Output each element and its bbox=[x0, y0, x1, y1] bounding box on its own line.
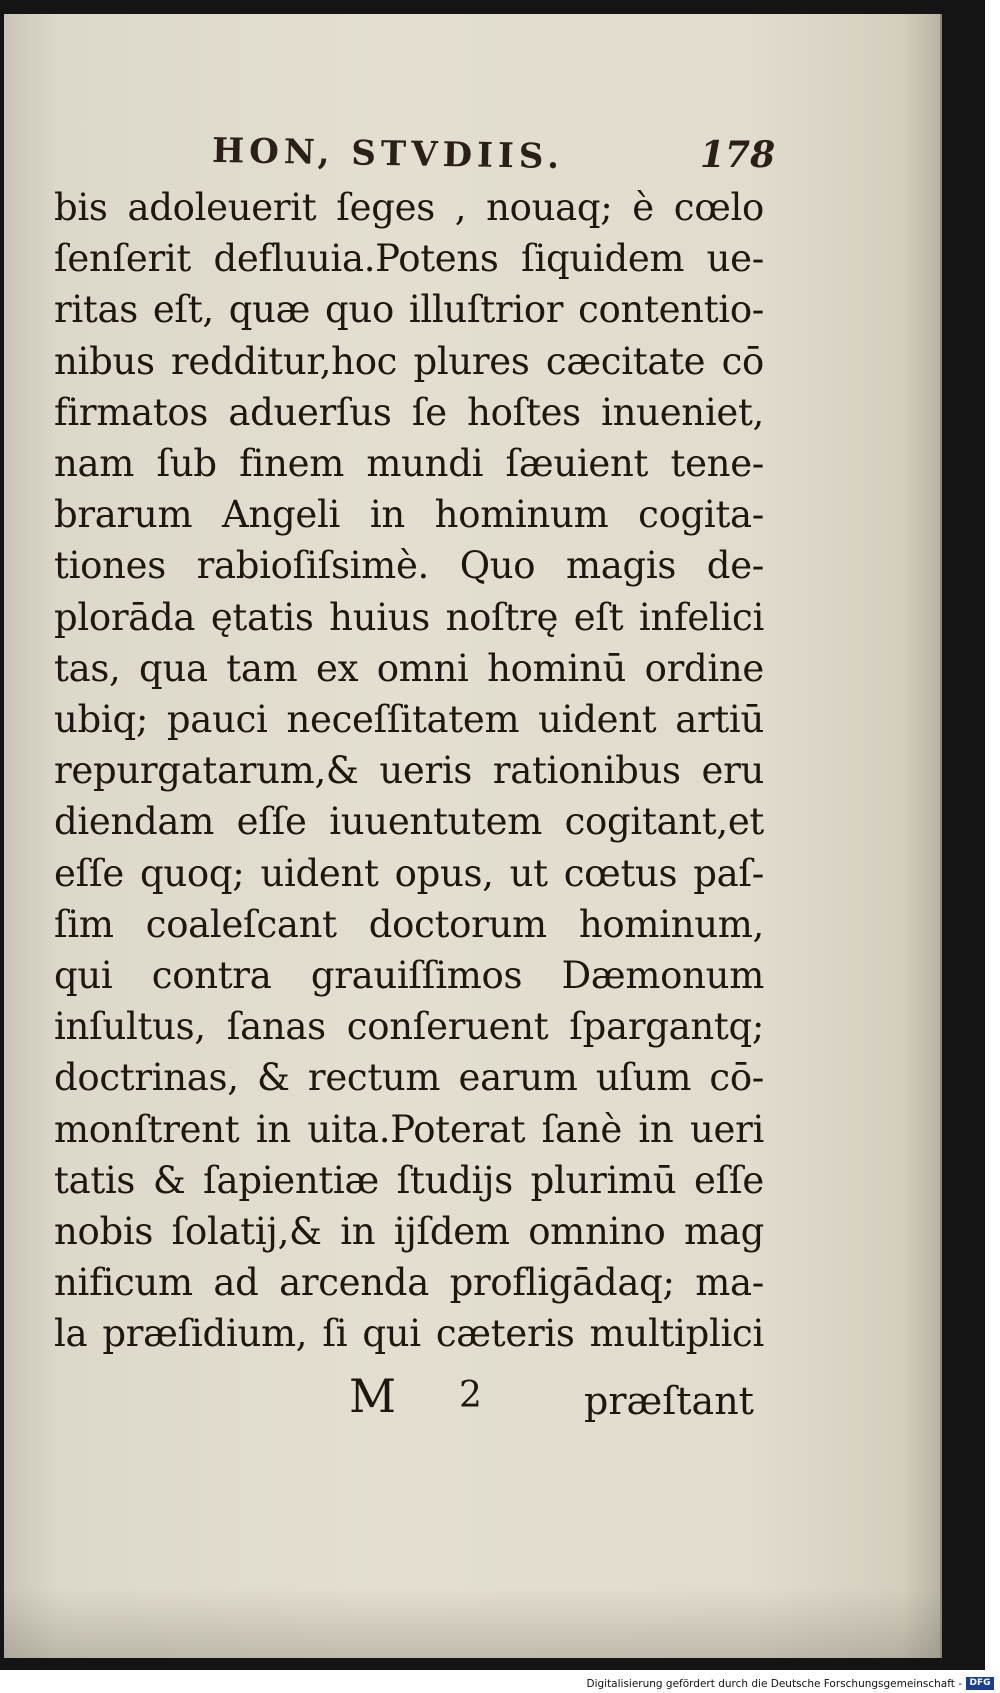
text-line: la præſidium, ſi qui cæteris multiplici bbox=[54, 1312, 764, 1356]
text-line: tas, qua tam ex omni hominū ordine bbox=[54, 646, 764, 690]
running-head: HON, STVDIIS. bbox=[211, 130, 565, 178]
book-page bbox=[4, 14, 942, 1658]
text-line: qui contra grauiſſimos Dæmonum bbox=[54, 954, 764, 998]
body-text bbox=[54, 182, 774, 1360]
text-line: diendam eſſe iuuentutem cogitant,et bbox=[54, 800, 764, 844]
text-line: ritas eſt, quæ quo illuſtrior contentio- bbox=[54, 288, 764, 332]
text-line: nam ſub finem mundi ſæuient tene- bbox=[54, 442, 764, 486]
signature-mark: M bbox=[349, 1369, 397, 1423]
text-line: monſtrent in uita.Poterat ſanè in ueri bbox=[54, 1107, 764, 1151]
text-line: plorāda ętatis huius noſtrę eſt infelici bbox=[54, 595, 764, 639]
text-line: eſſe quoq; uident opus, ut cœtus paſ- bbox=[54, 851, 764, 895]
text-line: inſultus, ſanas conſeruent ſpargantq; bbox=[54, 1005, 764, 1049]
credit-text: Digitalisierung gefördert durch die Deutsche Forschungsgemeinschaft - bbox=[586, 1678, 962, 1690]
signature-number: 2 bbox=[459, 1375, 482, 1416]
credit-bar bbox=[0, 1676, 1000, 1693]
text-line: repurgatarum,& ueris rationibus eru bbox=[54, 749, 764, 793]
page-footer bbox=[4, 1369, 940, 1429]
text-line: firmatos aduerſus ſe hoſtes inueniet, bbox=[54, 390, 764, 434]
dfg-logo: DFG bbox=[966, 1677, 994, 1690]
text-line: nificum ad arcenda profligādaq; ma- bbox=[54, 1261, 764, 1305]
text-line: doctrinas, & rectum earum uſum cō- bbox=[54, 1056, 764, 1100]
text-line: nibus redditur,hoc plures cæcitate cō bbox=[54, 339, 764, 383]
text-line: nobis ſolatij,& in ijſdem omnino mag bbox=[54, 1210, 764, 1254]
page-number: 178 bbox=[700, 134, 776, 176]
page-header bbox=[4, 122, 940, 182]
catchword: præſtant bbox=[584, 1379, 754, 1423]
text-line: ſim coaleſcant doctorum hominum, bbox=[54, 902, 764, 946]
text-line: ſenſerit defluuia.Potens ſiquidem ue- bbox=[54, 237, 764, 281]
text-line: tatis & ſapientiæ ſtudijs plurimū eſſe bbox=[54, 1158, 764, 1202]
text-line: ubiq; pauci neceſſitatem uident artiū bbox=[54, 698, 764, 742]
text-line: brarum Angeli in hominum cogita- bbox=[54, 493, 764, 537]
text-line: bis adoleuerit ſeges , nouaq; è cœlo bbox=[54, 186, 764, 229]
text-line: tiones rabioſiſsimè. Quo magis de- bbox=[54, 544, 764, 588]
